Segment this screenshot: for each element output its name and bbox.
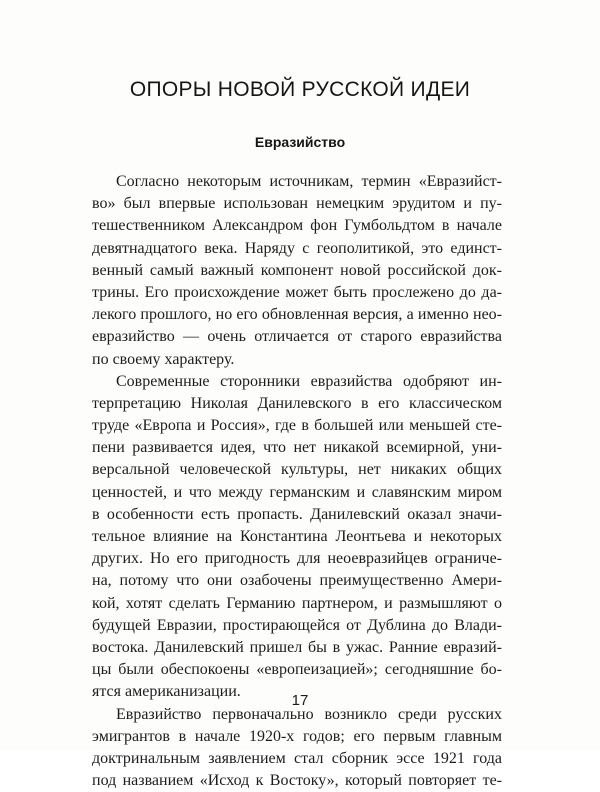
text-line: цы были обеспокоены «европеизацией»; сегодняшние бо- <box>92 659 502 681</box>
text-line: тешественником Александром фон Гумбольдтом в начале <box>92 215 502 237</box>
text-line: лекого прошлого, но его обновленная версия, а именно нео- <box>92 304 502 326</box>
text-line: востока. Данилевский пришел бы в ужас. Ранние евразий- <box>92 637 502 659</box>
text-line: во» был впервые использован немецким эрудитом и пу- <box>92 193 502 215</box>
text-line: Евразийство первоначально возникло среди русских <box>92 704 502 726</box>
text-line: в особенности есть пропасть. Данилевский оказал значи- <box>92 504 502 526</box>
text-line: ятся американизации. <box>92 681 502 703</box>
page-number: 17 <box>0 692 600 709</box>
chapter-title: ОПОРЫ НОВОЙ РУССКОЙ ИДЕИ <box>0 78 600 102</box>
text-line: по своему характеру. <box>92 349 502 371</box>
paragraph-2 <box>92 371 502 704</box>
text-line: труде «Европа и Россия», где в большей или меньшей сте- <box>92 415 502 437</box>
text-line: венный самый важный компонент новой российской док- <box>92 260 502 282</box>
text-line: Согласно некоторым источникам, термин «Евразийст- <box>92 171 502 193</box>
text-line: тельное влияние на Константина Леонтьева и некоторых <box>92 526 502 548</box>
section-title: Евразийство <box>0 134 600 150</box>
text-line: доктринальным заявлением стал сборник эссе 1921 года <box>92 748 502 770</box>
text-line: будущей Евразии, простирающейся от Дублина до Влади- <box>92 615 502 637</box>
text-line: эмигрантов в начале 1920-х годов; его первым главным <box>92 726 502 748</box>
text-line: евразийство — очень отличается от старого евразийства <box>92 326 502 348</box>
paragraph-3 <box>92 704 502 792</box>
text-line: на, потому что они озабочены преимущественно Амери- <box>92 570 502 592</box>
text-line: пени развивается идея, что нет никакой всемирной, уни- <box>92 437 502 459</box>
text-line: под названием «Исход к Востоку», который повторяет те- <box>92 770 502 792</box>
text-line: терпретацию Николая Данилевского в его классическом <box>92 393 502 415</box>
text-line: трины. Его происхождение может быть прослежено до да- <box>92 282 502 304</box>
paragraph-1 <box>92 171 502 371</box>
text-line: кой, хотят сделать Германию партнером, и размышляют о <box>92 593 502 615</box>
text-line: Современные сторонники евразийства одобряют ин- <box>92 371 502 393</box>
text-line: версальной человеческой культуры, нет никаких общих <box>92 459 502 481</box>
text-line: других. Но его пригодность для неоевразийцев ограниче- <box>92 548 502 570</box>
text-line: ценностей, и что между германским и славянским миром <box>92 482 502 504</box>
text-line: девятнадцатого века. Наряду с геополитикой, это единст- <box>92 238 502 260</box>
